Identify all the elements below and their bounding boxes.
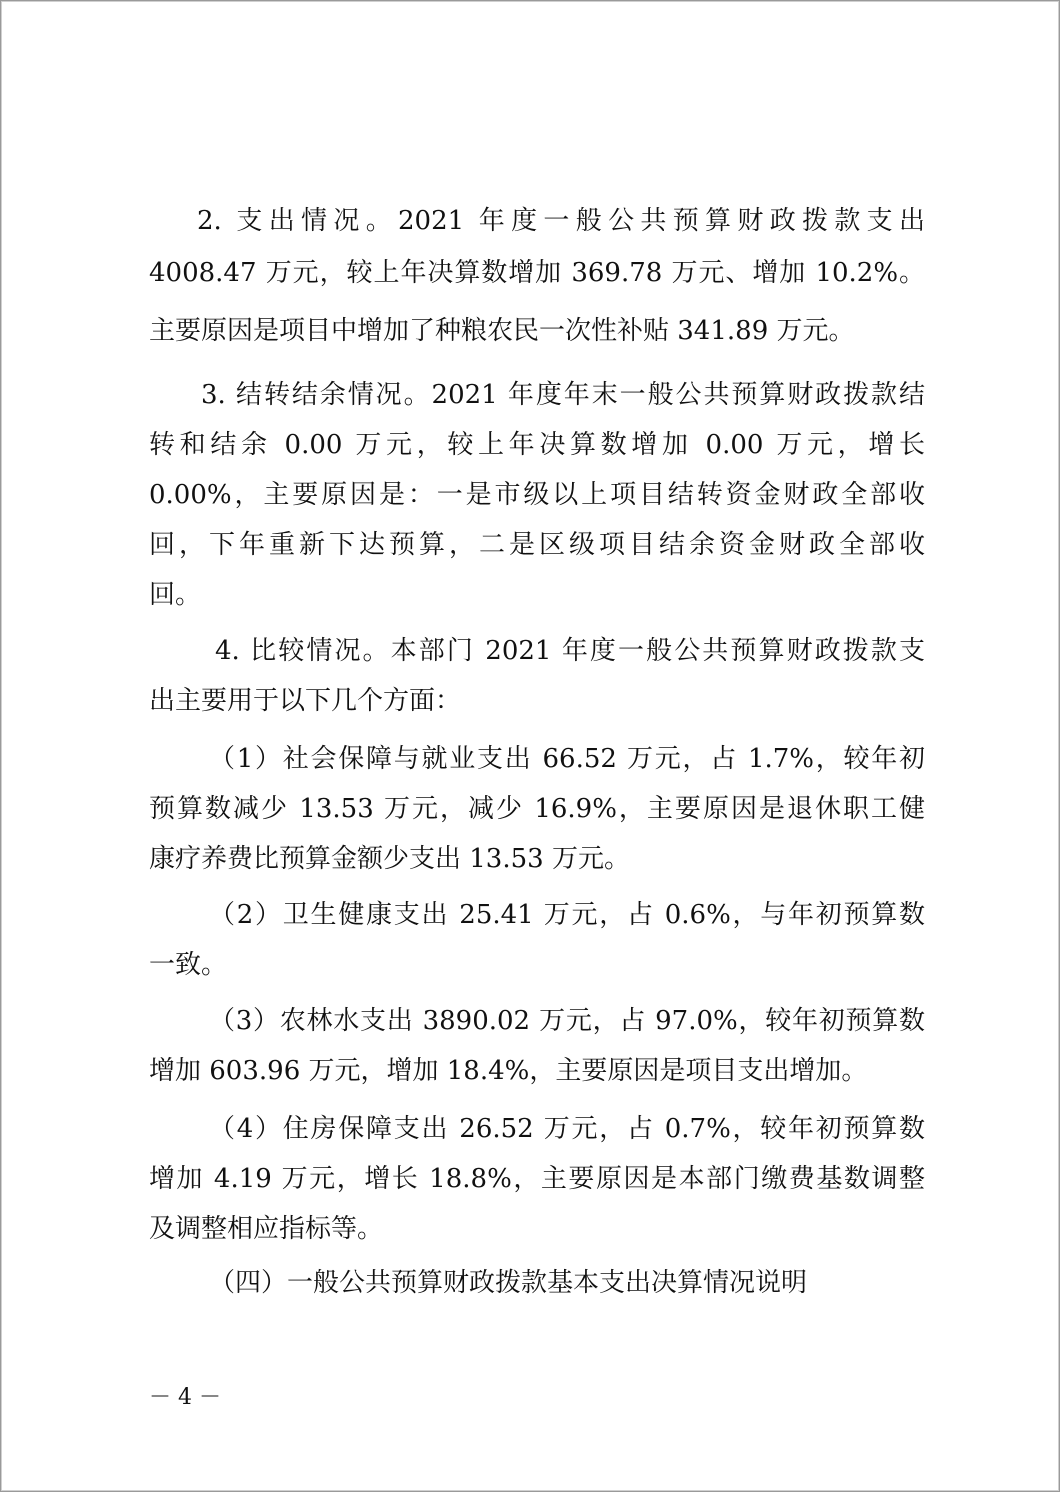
item-housing-line-2: 增加 4.19 万元，增长 18.8%，主要原因是本部门缴费基数调整 bbox=[149, 1164, 925, 1194]
paragraph-carryover-line-1: 3. 结转结余情况。2021 年度年末一般公共预算财政拨款结 bbox=[201, 380, 925, 410]
item-housing-line-3: 及调整相应指标等。 bbox=[149, 1214, 384, 1244]
paragraph-expenditure-line-1: 2. 支出情况。2021 年度一般公共预算财政拨款支出 bbox=[197, 206, 925, 236]
paragraph-carryover-line-5: 回。 bbox=[149, 580, 202, 610]
section-heading-basic-expenditure: （四）一般公共预算财政拨款基本支出决算情况说明 bbox=[209, 1268, 808, 1298]
item-social-security-line-1: （1）社会保障与就业支出 66.52 万元，占 1.7%，较年初 bbox=[209, 744, 925, 774]
item-social-security-line-2: 预算数减少 13.53 万元，减少 16.9%，主要原因是退休职工健 bbox=[149, 794, 925, 824]
item-agriculture-line-1: （3）农林水支出 3890.02 万元，占 97.0%，较年初预算数 bbox=[209, 1006, 925, 1036]
paragraph-expenditure-line-3: 主要原因是项目中增加了种粮农民一次性补贴 341.89 万元。 bbox=[149, 316, 855, 346]
item-housing-line-1: （4）住房保障支出 26.52 万元，占 0.7%，较年初预算数 bbox=[209, 1114, 925, 1144]
item-social-security-line-3: 康疗养费比预算金额少支出 13.53 万元。 bbox=[149, 844, 630, 874]
paragraph-comparison-line-1: 4. 比较情况。本部门 2021 年度一般公共预算财政拨款支 bbox=[215, 636, 925, 666]
paragraph-carryover-line-4: 回，下年重新下达预算，二是区级项目结余资金财政全部收 bbox=[149, 530, 925, 560]
paragraph-carryover-line-2: 转和结余 0.00 万元，较上年决算数增加 0.00 万元，增长 bbox=[149, 430, 925, 460]
item-agriculture-line-2: 增加 603.96 万元，增加 18.4%，主要原因是项目支出增加。 bbox=[149, 1056, 868, 1086]
item-health-line-1: （2）卫生健康支出 25.41 万元，占 0.6%，与年初预算数 bbox=[209, 900, 925, 930]
item-health-line-2: 一致。 bbox=[149, 950, 228, 980]
paragraph-comparison-line-2: 出主要用于以下几个方面： bbox=[149, 686, 462, 716]
page-number: － 4 － bbox=[149, 1385, 221, 1410]
paragraph-carryover-line-3: 0.00%，主要原因是：一是市级以上项目结转资金财政全部收 bbox=[149, 480, 925, 510]
paragraph-expenditure-line-2: 4008.47 万元，较上年决算数增加 369.78 万元、增加 10.2%。 bbox=[149, 258, 925, 288]
